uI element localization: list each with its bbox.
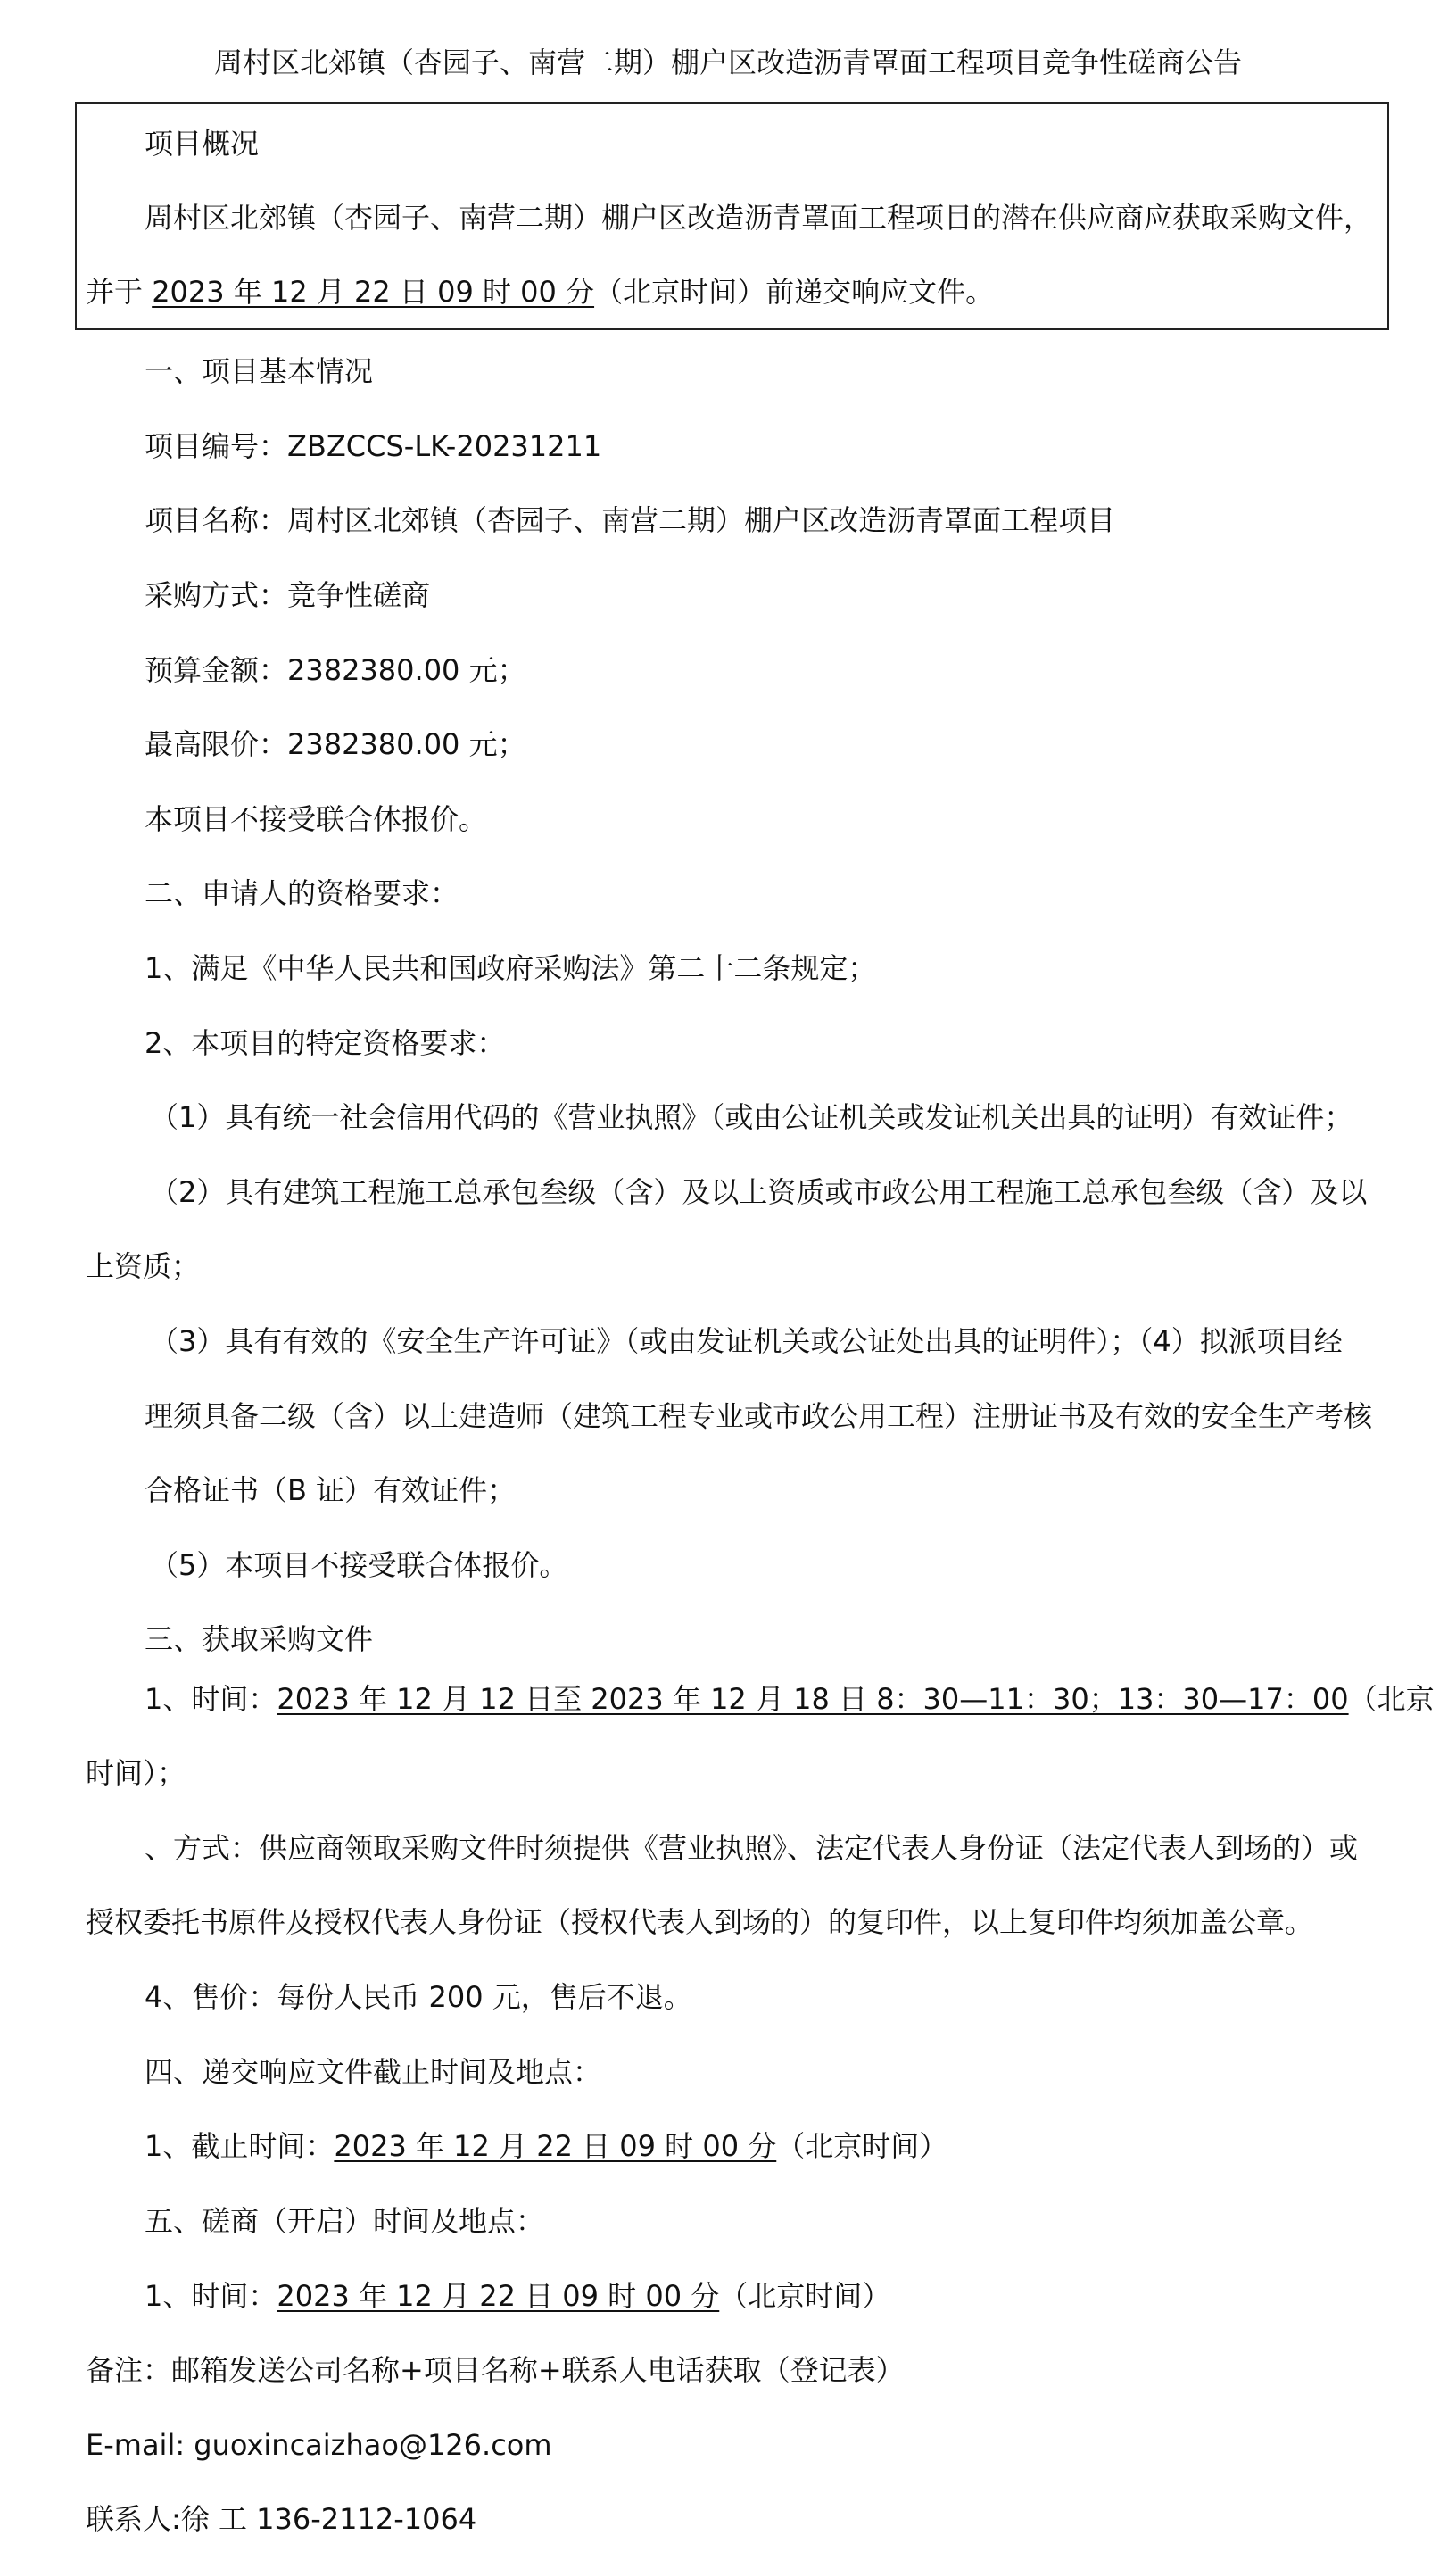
document-title: 周村区北郊镇（杏园子、南营二期）棚户区改造沥青罩面工程项目竞争性磋商公告 bbox=[213, 46, 1242, 79]
max-price: 最高限价：2382380.00 元； bbox=[145, 727, 526, 761]
requirement-item-2-cont: 上资质； bbox=[86, 1249, 201, 1283]
overview-line-1: 周村区北郊镇（杏园子、南营二期）棚户区改造沥青罩面工程项目的潜在供应商应获取采购文件， bbox=[145, 201, 1373, 235]
contact-person: 联系人:徐 工 136-2112-1064 bbox=[86, 2502, 477, 2536]
section-5-heading: 五、磋商（开启）时间及地点： bbox=[145, 2204, 545, 2238]
procurement-method: 采购方式：竞争性磋商 bbox=[145, 578, 431, 612]
opening-time: 1、时间：2023 年 12 月 22 日 09 时 00 分（北京时间） bbox=[145, 2279, 891, 2313]
requirement-1: 1、满足《中华人民共和国政府采购法》第二十二条规定； bbox=[145, 951, 877, 985]
requirement-2: 2、本项目的特定资格要求： bbox=[145, 1026, 506, 1060]
project-number: 项目编号：ZBZCCS-LK-20231211 bbox=[145, 429, 602, 463]
section-1-heading: 一、项目基本情况 bbox=[145, 354, 374, 388]
no-consortium: 本项目不接受联合体报价。 bbox=[145, 802, 488, 836]
submission-deadline: 1、截止时间：2023 年 12 月 22 日 09 时 00 分（北京时间） bbox=[145, 2129, 948, 2163]
acquisition-method-cont: 授权委托书原件及授权代表人身份证（授权代表人到场的）的复印件，以上复印件均须加盖公章。 bbox=[86, 1905, 1314, 1939]
requirement-item-3-cont: 理须具备二级（含）以上建造师（建筑工程专业或市政公用工程）注册证书及有效的安全生产考核 bbox=[145, 1399, 1373, 1433]
project-name: 项目名称：周村区北郊镇（杏园子、南营二期）棚户区改造沥青罩面工程项目 bbox=[145, 503, 1116, 537]
document-price: 4、售价：每份人民币 200 元，售后不退。 bbox=[145, 1980, 692, 2014]
acquisition-time-cont: 时间）； bbox=[86, 1756, 186, 1790]
acquisition-method: 、方式：供应商领取采购文件时须提供《营业执照》、法定代表人身份证（法定代表人到场的）或 bbox=[145, 1831, 1359, 1865]
requirement-item-2: （2）具有建筑工程施工总承包叁级（含）及以上资质或市政公用工程施工总承包叁级（含）及以 bbox=[150, 1175, 1368, 1209]
overview-line-2: 并于 2023 年 12 月 22 日 09 时 00 分（北京时间）前递交响应文件。 bbox=[86, 275, 995, 309]
requirement-item-3-cont-2: 合格证书（B 证）有效证件； bbox=[145, 1473, 517, 1507]
contact-email[interactable]: E-mail: guoxincaizhao@126.com bbox=[86, 2428, 552, 2462]
budget-amount: 预算金额：2382380.00 元； bbox=[145, 653, 526, 687]
overview-heading: 项目概况 bbox=[145, 127, 260, 161]
requirement-item-1: （1）具有统一社会信用代码的《营业执照》（或由公证机关或发证机关出具的证明）有效证件； bbox=[150, 1100, 1353, 1134]
footer-note: 备注：邮箱发送公司名称+项目名称+联系人电话获取（登记表） bbox=[86, 2353, 905, 2387]
acquisition-period: 2023 年 12 月 12 日至 2023 年 12 月 18 日 8：30—11：30；13：30—17：00 bbox=[277, 1682, 1349, 1716]
requirement-item-3: （3）具有有效的《安全生产许可证》（或由发证机关或公证处出具的证明件）；（4）拟派项目经 bbox=[150, 1324, 1343, 1358]
section-4-heading: 四、递交响应文件截止时间及地点： bbox=[145, 2055, 602, 2089]
submission-date: 2023 年 12 月 22 日 09 时 00 分 bbox=[152, 275, 595, 309]
acquisition-time: 1、时间：2023 年 12 月 12 日至 2023 年 12 月 18 日 8：30—11：30；13：30—17：00（北京 bbox=[145, 1682, 1435, 1716]
section-2-heading: 二、申请人的资格要求： bbox=[145, 876, 459, 910]
deadline-date: 2023 年 12 月 22 日 09 时 00 分 bbox=[334, 2129, 777, 2163]
requirement-item-5: （5）本项目不接受联合体报价。 bbox=[150, 1548, 568, 1582]
opening-date: 2023 年 12 月 22 日 09 时 00 分 bbox=[277, 2279, 720, 2313]
section-3-heading: 三、获取采购文件 bbox=[145, 1622, 374, 1656]
